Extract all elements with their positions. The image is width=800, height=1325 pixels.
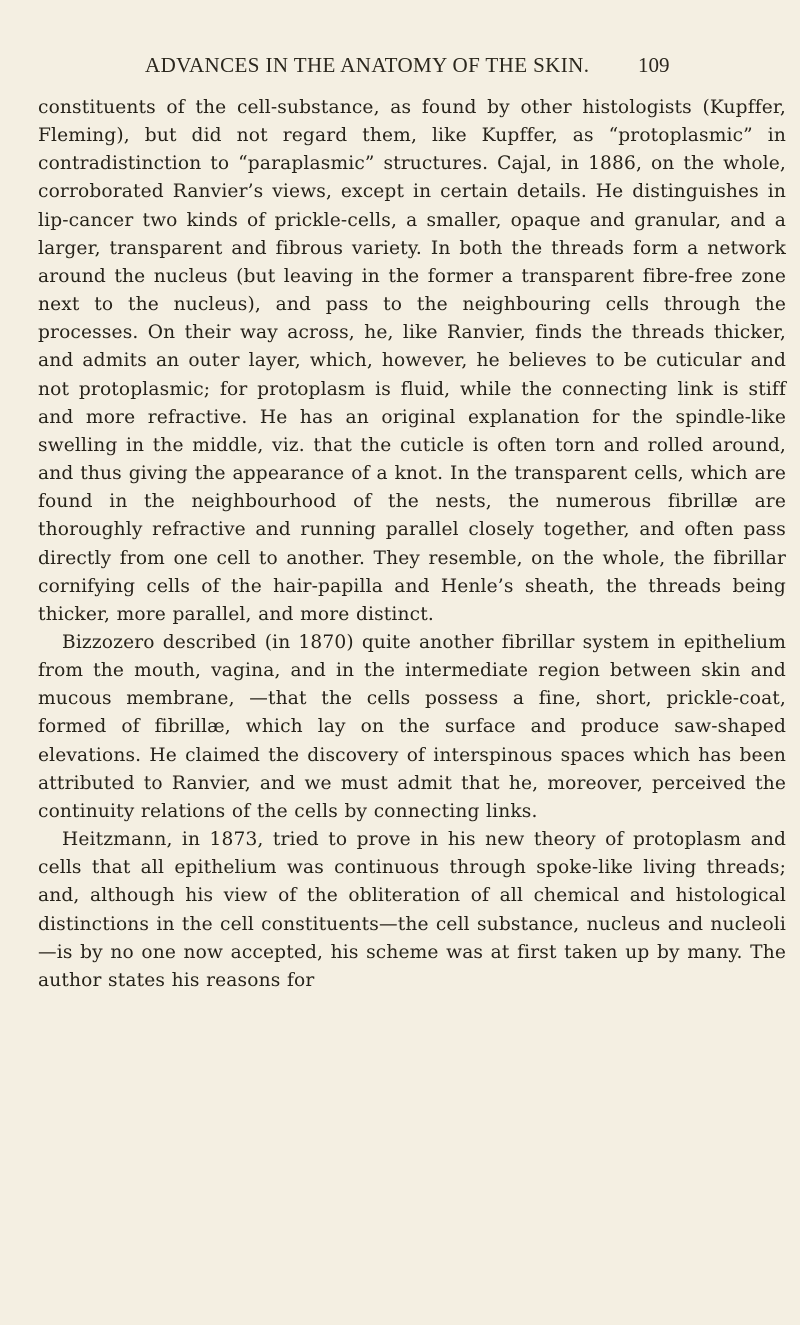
running-title: ADVANCES IN THE ANATOMY OF THE SKIN.	[145, 53, 590, 77]
running-head	[0, 50, 800, 80]
body-text	[38, 94, 786, 995]
paragraph: constituents of the cell-substance, as found by other histologists (Kupffer, Fleming), but did not regard them, like Kupffer, as “protoplasmic” in contradistinction to “paraplasmic” structures. Cajal, in 1886, on the whole, corroborated Ranvier’s views, except in certain details. He distinguishes in lip-cancer two kinds of prickle-cells, a smaller, opaque and granular, and a larger, transparent and fibrous variety. In both the threads form a network around the nucleus (but leaving in the former a transparent fibre-free zone next to the nucleus), and pass to the neighbouring cells through the processes. On their way across, he, like Ranvier, finds the threads thicker, and admits an outer layer, which, however, he believes to be cuticular and not protoplasmic; for protoplasm is fluid, while the connecting link is stiff and more refractive. He has an original explanation for the spindle-like swelling in the middle, viz. that the cuticle is often torn and rolled around, and thus giving the appearance of a knot. In the transparent cells, which are found in the neighbourhood of the nests, the numerous fibrillæ are thoroughly refractive and running parallel closely together, and often pass directly from one cell to another. They resemble, on the whole, the fibrillar cornifying cells of the hair-papilla and Henle’s sheath, the threads being thicker, more parallel, and more distinct.	[38, 97, 786, 625]
paragraph: Bizzozero described (in 1870) quite another fibrillar system in epithelium from the mouth, vagina, and in the intermediate region between skin and mucous membrane, —that the cells possess a fine, short, prickle-coat, formed of fibrillæ, which lay on the surface and produce saw-shaped elevations. He claimed the discovery of interspinous spaces which has been attributed to Ranvier, and we must admit that he, moreover, perceived the continuity relations of the cells by connecting links.	[38, 631, 786, 822]
paragraph: Heitzmann, in 1873, tried to prove in his new theory of protoplasm and cells that all epithelium was continuous through spoke-like living threads; and, although his view of the obliteration of all chemical and histological distinctions in the cell constituents—the cell substance, nucleus and nucleoli—is by no one now accepted, his scheme was at first taken up by many. The author states his reasons for	[38, 829, 786, 991]
page-number: 109	[638, 53, 670, 77]
